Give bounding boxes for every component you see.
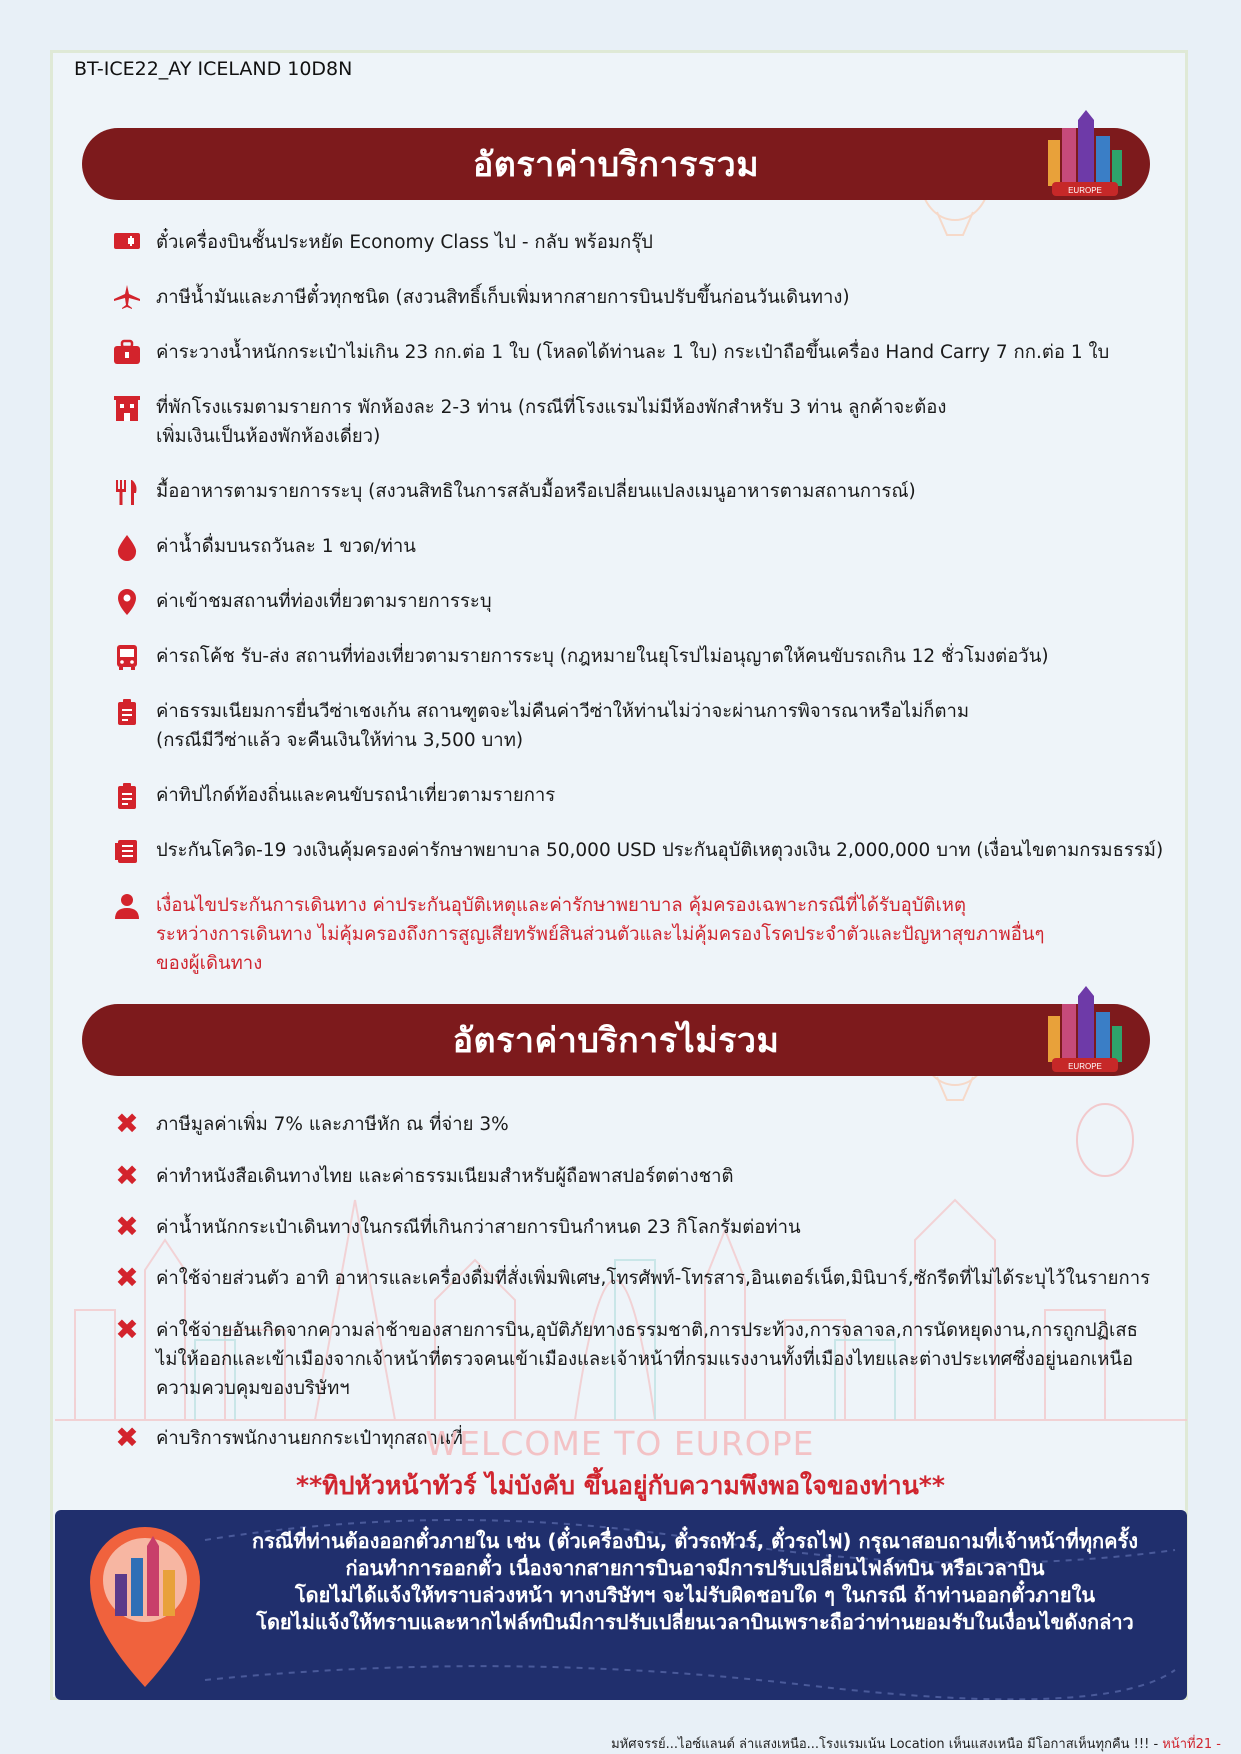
person-icon bbox=[110, 891, 144, 921]
svg-text:EUROPE: EUROPE bbox=[1068, 1062, 1102, 1071]
list-item: ค่าน้ำดื่มบนรถวันละ 1 ขวด/ท่าน bbox=[110, 532, 416, 562]
plane-icon bbox=[110, 283, 144, 313]
bus-icon bbox=[110, 642, 144, 672]
cross-icon: ✖ bbox=[115, 1421, 139, 1454]
list-item: ✖ ภาษีมูลค่าเพิ่ม 7% และภาษีหัก ณ ที่จ่าย 3% bbox=[110, 1110, 509, 1140]
hotel-icon bbox=[110, 393, 144, 423]
excluded-banner bbox=[82, 1004, 1150, 1076]
svg-text:EUROPE: EUROPE bbox=[1068, 186, 1102, 195]
list-item: ✖ ค่าบริการพนักงานยกกระเป๋าทุกสถานที่ bbox=[110, 1424, 463, 1454]
list-item: ตั๋วเครื่องบินชั้นประหยัด Economy Class ไป - กลับ พร้อมกรุ๊ป bbox=[110, 228, 653, 258]
welcome-watermark: WELCOME TO EUROPE bbox=[425, 1424, 815, 1463]
water-drop-icon bbox=[110, 532, 144, 562]
tour-leader-tip-note: **ทิปหัวหน้าทัวร์ ไม่บังคับ ขึ้นอยู่กับความพึงพอใจของท่าน** bbox=[296, 1471, 945, 1500]
list-item: ค่ารถโค้ช รับ-ส่ง สถานที่ท่องเที่ยวตามรายการระบุ (กฎหมายในยุโรปไม่อนุญาตให้คนขับรถเกิน 12 ชั่วโมงต่อวัน) bbox=[110, 642, 1049, 672]
list-item: ประกันโควิด-19 วงเงินคุ้มครองค่ารักษาพยาบาล 50,000 USD ประกันอุบัติเหตุวงเงิน 2,000,000 บาท (เงื่อนไขตามกรมธรรม์) bbox=[110, 836, 1163, 866]
cross-icon: ✖ bbox=[115, 1107, 139, 1140]
list-item: มื้ออาหารตามรายการระบุ (สงวนสิทธิในการสลับมื้อหรือเปลี่ยนแปลงเมนูอาหารตามสถานการณ์) bbox=[110, 477, 916, 507]
list-item: ✖ ค่าทำหนังสือเดินทางไทย และค่าธรรมเนียมสำหรับผู้ถือพาสปอร์ตต่างชาติ bbox=[110, 1162, 734, 1192]
notice-text: กรณีที่ท่านต้องออกตั๋วภายใน เช่น (ตั๋วเครื่องบิน, ตั๋วรถทัวร์, ตั๋วรถไฟ) กรุณาสอบถามที่เจ้าหน้าที่ทุกครั้ง ก่อนทำการออกตั๋ว เนื่องจากสายการบินอาจมีการปรับเปลี่ยนไฟล์ทบิน หรือเวลาบิน โดยไม่ได้แจ้งให้ทราบล่วงหน้า ทางบริษัทฯ จะไม่รับผิดชอบใด ๆ ในกรณี ถ้าท่านออกตั๋วภายใน โดยไม่แจ้งให้ทราบและหากไฟล์ทบินมีการปรับเปลี่ยนเวลาบินเพราะถือว่าท่านยอมรับในเงื่อนไขดังกล่าว bbox=[251, 1529, 1139, 1634]
europe-landmarks-badge bbox=[1034, 110, 1130, 206]
clipboard-icon bbox=[110, 781, 144, 811]
list-item: ✖ ค่าน้ำหนักกระเป๋าเดินทางในกรณีที่เกินกว่าสายการบินกำหนด 23 กิโลกรัมต่อท่าน bbox=[110, 1213, 801, 1243]
ticket-notice-box bbox=[55, 1510, 1187, 1700]
document-code: BT-ICE22_AY ICELAND 10D8N bbox=[74, 58, 353, 80]
footer-tagline: มหัศจรรย์...ไอซ์แลนด์ ล่าแสงเหนือ...โรงแรมเน้น Location เห็นแสงเหนือ มีโอกาสเห็นทุกคืน !!! - bbox=[611, 1737, 1159, 1752]
location-pin-icon bbox=[110, 587, 144, 617]
europe-map-pin-illustration bbox=[85, 1522, 205, 1692]
list-item: ✖ ค่าใช้จ่ายส่วนตัว อาทิ อาหารและเครื่องดื่มที่สั่งเพิ่มพิเศษ,โทรศัพท์-โทรสาร,อินเตอร์เน็ต,มินิบาร์,ซักรีดที่ไม่ได้ระบุไว้ในรายการ bbox=[110, 1264, 1150, 1294]
included-banner bbox=[82, 128, 1150, 200]
luggage-icon bbox=[110, 338, 144, 368]
list-item: ✖ ค่าใช้จ่ายอันเกิดจากความล่าช้าของสายการบิน,อุบัติภัยทางธรรมชาติ,การประท้วง,การจลาจล,การนัดหยุดงาน,การถูกปฏิเสธ ไม่ให้ออกและเข้าเมืองจากเจ้าหน้าที่ตรวจคนเข้าเมืองและเจ้าหน้าที่กรมแรงงานทั้งที่เมืองไทยและต่างประเทศซึ่งอยู่นอกเหนือ ความควบคุมของบริษัทฯ bbox=[110, 1316, 1138, 1403]
list-item: ภาษีน้ำมันและภาษีตั๋วทุกชนิด (สงวนสิทธิ์เก็บเพิ่มหากสายการบินปรับขึ้นก่อนวันเดินทาง) bbox=[110, 283, 850, 313]
list-item: ค่าเข้าชมสถานที่ท่องเที่ยวตามรายการระบุ bbox=[110, 587, 492, 617]
cross-icon: ✖ bbox=[115, 1313, 139, 1346]
cross-icon: ✖ bbox=[115, 1159, 139, 1192]
list-item: ค่าทิปไกด์ท้องถิ่นและคนขับรถนำเที่ยวตามรายการ bbox=[110, 781, 555, 811]
insurance-doc-icon bbox=[110, 836, 144, 866]
ticket-icon bbox=[110, 228, 144, 258]
clipboard-icon bbox=[110, 697, 144, 727]
included-title: อัตราค่าบริการรวม bbox=[472, 145, 760, 185]
cutlery-icon bbox=[110, 477, 144, 507]
cross-icon: ✖ bbox=[115, 1261, 139, 1294]
page-number: หน้าที่21 - bbox=[1162, 1737, 1221, 1752]
list-item: เงื่อนไขประกันการเดินทาง ค่าประกันอุบัติเหตุและค่ารักษาพยาบาล คุ้มครองเฉพาะกรณีที่ได้รับอุบัติเหตุ ระหว่างการเดินทาง ไม่คุ้มครองถึงการสูญเสียทรัพย์สินส่วนตัวและไม่คุ้มครองโรคประจำตัวและปัญหาสุขภาพอื่นๆ ของผู้เดินทาง bbox=[110, 891, 1044, 978]
excluded-title: อัตราค่าบริการไม่รวม bbox=[452, 1021, 780, 1061]
page-footer bbox=[611, 1733, 1221, 1754]
list-item: ที่พักโรงแรมตามรายการ พักห้องละ 2-3 ท่าน (กรณีที่โรงแรมไม่มีห้องพักสำหรับ 3 ท่าน ลูกค้าจะต้อง เพิ่มเงินเป็นห้องพักห้องเดี่ยว) bbox=[110, 393, 946, 451]
europe-landmarks-badge bbox=[1034, 986, 1130, 1082]
cross-icon: ✖ bbox=[115, 1210, 139, 1243]
list-item: ค่าระวางน้ำหนักกระเป๋าไม่เกิน 23 กก.ต่อ 1 ใบ (โหลดได้ท่านละ 1 ใบ) กระเป๋าถือขึ้นเครื่อง Hand Carry 7 กก.ต่อ 1 ใบ bbox=[110, 338, 1109, 368]
list-item: ค่าธรรมเนียมการยื่นวีซ่าเชงเก้น สถานฑูตจะไม่คืนค่าวีซ่าให้ท่านไม่ว่าจะผ่านการพิจารณาหรือไม่ก็ตาม (กรณีมีวีซ่าแล้ว จะคืนเงินให้ท่าน 3,500 บาท) bbox=[110, 697, 969, 755]
